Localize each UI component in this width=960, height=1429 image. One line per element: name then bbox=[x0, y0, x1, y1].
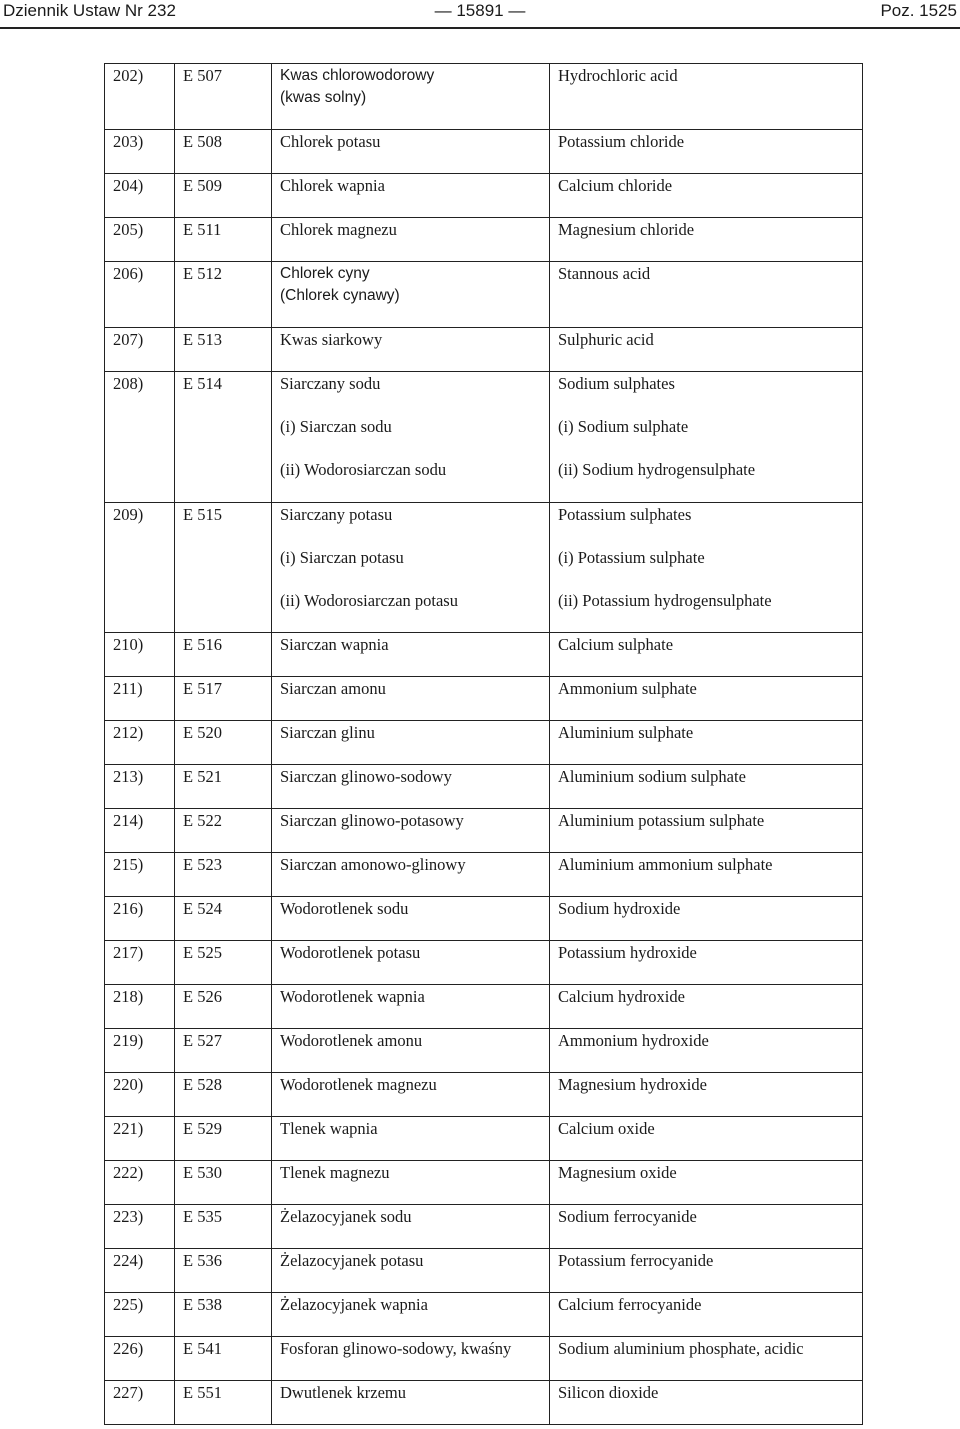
row-number: 206) bbox=[105, 262, 175, 328]
polish-name bbox=[272, 372, 550, 503]
polish-name-line: Wodorotlenek magnezu bbox=[280, 1075, 437, 1094]
polish-name-line: Fosforan glinowo-sodowy, kwaśny bbox=[280, 1339, 512, 1358]
english-name bbox=[550, 328, 863, 372]
table-row bbox=[105, 218, 863, 262]
english-name bbox=[550, 941, 863, 985]
polish-name-line: (ii) Wodorosiarczan potasu bbox=[280, 591, 458, 610]
english-name-line: Sodium ferrocyanide bbox=[558, 1207, 697, 1226]
row-number: 203) bbox=[105, 130, 175, 174]
polish-name bbox=[272, 1249, 550, 1293]
e-code: E 515 bbox=[175, 503, 272, 633]
table-row bbox=[105, 941, 863, 985]
polish-name-line: (kwas solny) bbox=[280, 89, 367, 106]
row-number: 207) bbox=[105, 328, 175, 372]
english-name-line: Magnesium chloride bbox=[558, 220, 695, 239]
table-row bbox=[105, 1205, 863, 1249]
table-row bbox=[105, 372, 863, 503]
polish-name bbox=[272, 1161, 550, 1205]
polish-name-line: Dwutlenek krzemu bbox=[280, 1383, 406, 1402]
e-code: E 524 bbox=[175, 897, 272, 941]
polish-name bbox=[272, 677, 550, 721]
row-number: 216) bbox=[105, 897, 175, 941]
english-name bbox=[550, 721, 863, 765]
e-code: E 509 bbox=[175, 174, 272, 218]
row-number: 227) bbox=[105, 1381, 175, 1425]
table-row bbox=[105, 1029, 863, 1073]
polish-name bbox=[272, 1293, 550, 1337]
table-row bbox=[105, 1337, 863, 1381]
page-header bbox=[0, 0, 960, 26]
polish-name-line: Wodorotlenek potasu bbox=[280, 943, 421, 962]
e-code: E 512 bbox=[175, 262, 272, 328]
english-name-line: Magnesium oxide bbox=[558, 1163, 677, 1182]
polish-name bbox=[272, 633, 550, 677]
english-name-line: Magnesium hydroxide bbox=[558, 1075, 707, 1094]
english-name bbox=[550, 174, 863, 218]
row-number: 226) bbox=[105, 1337, 175, 1381]
table-row bbox=[105, 503, 863, 633]
e-code: E 530 bbox=[175, 1161, 272, 1205]
row-number: 210) bbox=[105, 633, 175, 677]
e-code: E 511 bbox=[175, 218, 272, 262]
english-name bbox=[550, 1293, 863, 1337]
english-name bbox=[550, 1249, 863, 1293]
english-name-line: Sodium sulphates bbox=[558, 374, 675, 393]
e-code: E 529 bbox=[175, 1117, 272, 1161]
table-row bbox=[105, 64, 863, 130]
english-name bbox=[550, 262, 863, 328]
english-name bbox=[550, 1117, 863, 1161]
polish-name bbox=[272, 328, 550, 372]
english-name-line: Stannous acid bbox=[558, 264, 651, 283]
english-name-line: Calcium sulphate bbox=[558, 635, 674, 654]
table-row bbox=[105, 1161, 863, 1205]
english-name-line: Potassium chloride bbox=[558, 132, 685, 151]
table-row bbox=[105, 985, 863, 1029]
polish-name-line: Żelazocyjanek sodu bbox=[280, 1207, 412, 1226]
english-name bbox=[550, 372, 863, 503]
e-code: E 528 bbox=[175, 1073, 272, 1117]
polish-name-line: Siarczan wapnia bbox=[280, 635, 389, 654]
polish-name bbox=[272, 64, 550, 130]
position-number: Poz. 1525 bbox=[880, 1, 957, 20]
journal-title: Dziennik Ustaw Nr 232 bbox=[3, 1, 176, 20]
english-name bbox=[550, 633, 863, 677]
e-code: E 525 bbox=[175, 941, 272, 985]
table-row bbox=[105, 809, 863, 853]
table-row bbox=[105, 1381, 863, 1425]
row-number: 219) bbox=[105, 1029, 175, 1073]
e-code: E 522 bbox=[175, 809, 272, 853]
english-name-line: Calcium chloride bbox=[558, 176, 673, 195]
e-code: E 517 bbox=[175, 677, 272, 721]
polish-name bbox=[272, 765, 550, 809]
english-name bbox=[550, 1029, 863, 1073]
row-number: 208) bbox=[105, 372, 175, 503]
polish-name-line: Chlorek cyny bbox=[280, 265, 370, 282]
english-name-line: (ii) Potassium hydrogensulphate bbox=[558, 591, 772, 610]
polish-name bbox=[272, 985, 550, 1029]
polish-name bbox=[272, 218, 550, 262]
english-name-line: (ii) Sodium hydrogensulphate bbox=[558, 460, 756, 479]
table-row bbox=[105, 721, 863, 765]
polish-name-line: Wodorotlenek amonu bbox=[280, 1031, 423, 1050]
polish-name-line: (ii) Wodorosiarczan sodu bbox=[280, 460, 447, 479]
e-code: E 523 bbox=[175, 853, 272, 897]
english-name-line: Calcium hydroxide bbox=[558, 987, 685, 1006]
row-number: 205) bbox=[105, 218, 175, 262]
english-name bbox=[550, 897, 863, 941]
english-name bbox=[550, 1161, 863, 1205]
polish-name bbox=[272, 897, 550, 941]
polish-name bbox=[272, 1205, 550, 1249]
table-row bbox=[105, 677, 863, 721]
row-number: 222) bbox=[105, 1161, 175, 1205]
polish-name-line: Tlenek magnezu bbox=[280, 1163, 390, 1182]
english-name bbox=[550, 1205, 863, 1249]
english-name bbox=[550, 64, 863, 130]
table-row bbox=[105, 174, 863, 218]
row-number: 212) bbox=[105, 721, 175, 765]
polish-name-line: Siarczan amonowo-glinowy bbox=[280, 855, 466, 874]
e-code: E 514 bbox=[175, 372, 272, 503]
e-code: E 520 bbox=[175, 721, 272, 765]
english-name bbox=[550, 1337, 863, 1381]
table-row bbox=[105, 765, 863, 809]
polish-name-line: (i) Siarczan sodu bbox=[280, 417, 392, 436]
english-name-line: Hydrochloric acid bbox=[558, 66, 678, 85]
row-number: 217) bbox=[105, 941, 175, 985]
english-name-line: Potassium sulphates bbox=[558, 505, 692, 524]
english-name bbox=[550, 765, 863, 809]
polish-name-line: Siarczany potasu bbox=[280, 505, 393, 524]
english-name-line: (i) Potassium sulphate bbox=[558, 548, 705, 567]
row-number: 221) bbox=[105, 1117, 175, 1161]
polish-name-line: Chlorek wapnia bbox=[280, 176, 385, 195]
polish-name-line: Żelazocyjanek potasu bbox=[280, 1251, 424, 1270]
polish-name-line: Siarczan glinowo-sodowy bbox=[280, 767, 452, 786]
row-number: 211) bbox=[105, 677, 175, 721]
english-name-line: Ammonium sulphate bbox=[558, 679, 697, 698]
polish-name-line: Chlorek potasu bbox=[280, 132, 381, 151]
page-number: — 15891 — bbox=[434, 1, 526, 20]
polish-name-line: (i) Siarczan potasu bbox=[280, 548, 404, 567]
english-name-line: Sodium aluminium phosphate, acidic bbox=[558, 1339, 804, 1358]
row-number: 202) bbox=[105, 64, 175, 130]
table-row bbox=[105, 130, 863, 174]
polish-name-line: Chlorek magnezu bbox=[280, 220, 397, 239]
polish-name-line: Kwas siarkowy bbox=[280, 330, 383, 349]
row-number: 218) bbox=[105, 985, 175, 1029]
polish-name-line: (Chlorek cynawy) bbox=[280, 287, 400, 304]
additives-table bbox=[104, 63, 863, 1425]
e-code: E 527 bbox=[175, 1029, 272, 1073]
polish-name-line: Tlenek wapnia bbox=[280, 1119, 378, 1138]
polish-name bbox=[272, 853, 550, 897]
row-number: 204) bbox=[105, 174, 175, 218]
polish-name bbox=[272, 174, 550, 218]
e-code: E 538 bbox=[175, 1293, 272, 1337]
polish-name bbox=[272, 262, 550, 328]
polish-name bbox=[272, 1029, 550, 1073]
polish-name bbox=[272, 130, 550, 174]
polish-name bbox=[272, 1073, 550, 1117]
polish-name-line: Wodorotlenek wapnia bbox=[280, 987, 425, 1006]
english-name-line: Aluminium ammonium sulphate bbox=[558, 855, 773, 874]
polish-name-line: Siarczan glinowo-potasowy bbox=[280, 811, 464, 830]
table-row bbox=[105, 262, 863, 328]
english-name-line: Sulphuric acid bbox=[558, 330, 654, 349]
english-name-line: Calcium ferrocyanide bbox=[558, 1295, 702, 1314]
e-code: E 535 bbox=[175, 1205, 272, 1249]
english-name-line: Aluminium sulphate bbox=[558, 723, 694, 742]
english-name-line: Aluminium sodium sulphate bbox=[558, 767, 746, 786]
row-number: 223) bbox=[105, 1205, 175, 1249]
e-code: E 513 bbox=[175, 328, 272, 372]
e-code: E 551 bbox=[175, 1381, 272, 1425]
polish-name bbox=[272, 503, 550, 633]
english-name-line: Calcium oxide bbox=[558, 1119, 655, 1138]
table-row bbox=[105, 897, 863, 941]
english-name-line: Potassium hydroxide bbox=[558, 943, 697, 962]
english-name bbox=[550, 985, 863, 1029]
polish-name bbox=[272, 941, 550, 985]
english-name bbox=[550, 218, 863, 262]
polish-name bbox=[272, 1117, 550, 1161]
polish-name-line: Kwas chlorowodorowy bbox=[280, 67, 435, 84]
english-name bbox=[550, 503, 863, 633]
english-name-line: Aluminium potassium sulphate bbox=[558, 811, 765, 830]
english-name-line: Silicon dioxide bbox=[558, 1383, 659, 1402]
additives-table-body bbox=[105, 64, 863, 1425]
e-code: E 541 bbox=[175, 1337, 272, 1381]
english-name-line: Ammonium hydroxide bbox=[558, 1031, 709, 1050]
e-code: E 507 bbox=[175, 64, 272, 130]
header-rule bbox=[0, 27, 960, 29]
row-number: 213) bbox=[105, 765, 175, 809]
row-number: 209) bbox=[105, 503, 175, 633]
table-row bbox=[105, 1293, 863, 1337]
table-row bbox=[105, 633, 863, 677]
english-name bbox=[550, 1381, 863, 1425]
english-name bbox=[550, 809, 863, 853]
table-row bbox=[105, 853, 863, 897]
polish-name-line: Wodorotlenek sodu bbox=[280, 899, 409, 918]
polish-name bbox=[272, 1381, 550, 1425]
row-number: 214) bbox=[105, 809, 175, 853]
polish-name bbox=[272, 721, 550, 765]
polish-name-line: Żelazocyjanek wapnia bbox=[280, 1295, 428, 1314]
e-code: E 536 bbox=[175, 1249, 272, 1293]
table-row bbox=[105, 1117, 863, 1161]
e-code: E 508 bbox=[175, 130, 272, 174]
table-row bbox=[105, 328, 863, 372]
row-number: 215) bbox=[105, 853, 175, 897]
e-code: E 521 bbox=[175, 765, 272, 809]
english-name bbox=[550, 677, 863, 721]
table-row bbox=[105, 1249, 863, 1293]
e-code: E 516 bbox=[175, 633, 272, 677]
row-number: 225) bbox=[105, 1293, 175, 1337]
polish-name bbox=[272, 809, 550, 853]
row-number: 220) bbox=[105, 1073, 175, 1117]
english-name-line: Potassium ferrocyanide bbox=[558, 1251, 714, 1270]
row-number: 224) bbox=[105, 1249, 175, 1293]
e-code: E 526 bbox=[175, 985, 272, 1029]
english-name bbox=[550, 1073, 863, 1117]
polish-name-line: Siarczany sodu bbox=[280, 374, 381, 393]
english-name bbox=[550, 130, 863, 174]
polish-name bbox=[272, 1337, 550, 1381]
polish-name-line: Siarczan glinu bbox=[280, 723, 375, 742]
english-name-line: (i) Sodium sulphate bbox=[558, 417, 689, 436]
english-name-line: Sodium hydroxide bbox=[558, 899, 681, 918]
table-row bbox=[105, 1073, 863, 1117]
english-name bbox=[550, 853, 863, 897]
polish-name-line: Siarczan amonu bbox=[280, 679, 386, 698]
